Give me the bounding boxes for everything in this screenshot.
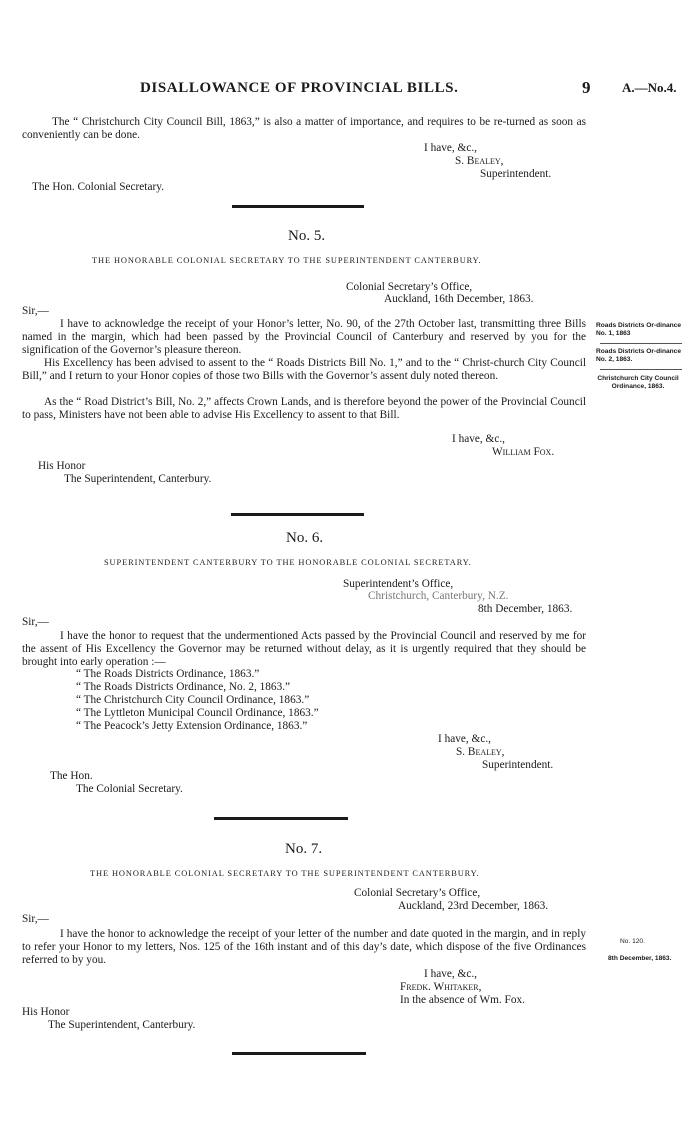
document-5-closing: I have, &c., — [452, 433, 506, 445]
act-list-item: “ The Peacock’s Jetty Extension Ordinance, 1863.” — [76, 720, 308, 732]
document-5-paragraph-3: As the “ Road District’s Bill, No. 2,” affects Crown Lands, and is therefore beyond the power of the Provincial Council to pass, Ministers have not been able to advise His Excellency to assent to that Bill. — [22, 396, 586, 421]
document-5-heading: THE HONORABLE COLONIAL SECRETARY TO THE SUPERINTENDENT CANTERBURY. — [92, 256, 482, 265]
act-list-item: “ The Roads Districts Ordinance, No. 2, 1863.” — [76, 681, 291, 693]
document-number-5: No. 5. — [288, 228, 326, 244]
document-6-addressee-1: The Hon. — [50, 770, 93, 782]
running-title: DISALLOWANCE OF PROVINCIAL BILLS. — [140, 80, 459, 96]
margin-note-roads-2: Roads Districts Or-dinance No. 2, 1863. — [596, 348, 682, 363]
margin-divider — [600, 343, 682, 344]
document-7-closing: I have, &c., — [424, 968, 478, 980]
section-divider — [232, 1052, 366, 1055]
margin-divider — [600, 369, 682, 370]
act-list-item: “ The Christchurch City Council Ordinance, 1863.” — [76, 694, 310, 706]
document-7-heading: THE HONORABLE COLONIAL SECRETARY TO THE SUPERINTENDENT CANTERBURY. — [90, 869, 480, 878]
document-5-addressee-2: The Superintendent, Canterbury. — [64, 473, 212, 485]
document-7-place-date: Auckland, 23rd December, 1863. — [398, 900, 549, 912]
document-7-signature-note: In the absence of Wm. Fox. — [400, 994, 525, 1006]
document-reference: A.—No.4. — [622, 80, 677, 95]
document-7-signature: Fredk. Whitaker, — [400, 981, 482, 993]
page-number: 9 — [582, 78, 591, 97]
document-5-paragraph-2: His Excellency has been advised to assent to the “ Roads Districts Bill No. 1,” and to the “ Christ-church City Council Bill,” and I return to your Honor copies of those two Bills with the Governor’s assent duly noted thereon. — [22, 357, 586, 382]
letter4-addressee: The Hon. Colonial Secretary. — [32, 181, 164, 193]
document-7-addressee-1: His Honor — [22, 1006, 70, 1018]
document-6-paragraph: I have the honor to request that the undermentioned Acts passed by the Provincial Council and reserved by me for the assent of His Excellency the Governor may be returned without delay, as it is urgently required that they should be brought into early operation :— — [22, 630, 586, 668]
document-6-place: Christchurch, Canterbury, N.Z. — [368, 590, 509, 602]
document-6-office: Superintendent’s Office, — [343, 578, 454, 590]
document-6-heading: SUPERINTENDENT CANTERBURY TO THE HONORABLE COLONIAL SECRETARY. — [104, 558, 472, 567]
document-number-6: No. 6. — [286, 530, 324, 546]
document-7-paragraph: I have the honor to acknowledge the receipt of your letter of the number and date quoted in the margin, and in reply to refer your Honor to my letters, Nos. 125 of the 16th instant and of this day’s date, which dispose of the five Ordinances referred to by you. — [22, 928, 586, 966]
document-7-office: Colonial Secretary’s Office, — [354, 887, 481, 899]
document-6-addressee-2: The Colonial Secretary. — [76, 783, 183, 795]
letter4-signature: S. Bealey, — [455, 155, 504, 167]
letter4-paragraph: The “ Christchurch City Council Bill, 1863,” is also a matter of importance, and requires to be re-turned as soon as conveniently can be done. — [22, 116, 586, 141]
act-list-item: “ The Roads Districts Ordinance, 1863.” — [76, 668, 260, 680]
document-7-salutation: Sir,— — [22, 913, 49, 925]
document-6-closing: I have, &c., — [438, 733, 492, 745]
document-5-signature: William Fox. — [492, 446, 555, 458]
margin-note-christchurch: Christchurch City Council Ordinance, 1863. — [597, 375, 679, 390]
margin-note-letter-number: No. 120. — [620, 938, 645, 945]
document-6-date: 8th December, 1863. — [478, 603, 573, 615]
document-number-7: No. 7. — [285, 841, 323, 857]
letter4-signer-title: Superintendent. — [480, 168, 552, 180]
letter4-closing: I have, &c., — [424, 142, 478, 154]
margin-note-roads-1: Roads Districts Or-dinance No. 1, 1863 — [596, 322, 682, 337]
document-6-salutation: Sir,— — [22, 616, 49, 628]
section-divider — [232, 205, 364, 208]
margin-note-letter-date: 8th December, 1863. — [608, 955, 672, 962]
document-5-place-date: Auckland, 16th December, 1863. — [384, 293, 534, 305]
document-7-addressee-2: The Superintendent, Canterbury. — [48, 1019, 196, 1031]
document-5-salutation: Sir,— — [22, 305, 49, 317]
document-6-signature: S. Bealey, — [456, 746, 505, 758]
document-5-office: Colonial Secretary’s Office, — [346, 281, 473, 293]
document-5-addressee-1: His Honor — [38, 460, 86, 472]
document-6-signer-title: Superintendent. — [482, 759, 554, 771]
document-5-paragraph-1: I have to acknowledge the receipt of your Honor’s letter, No. 90, of the 27th October last, transmitting three Bills named in the margin, which had been passed by the Provincial Council of Canterbury and reserved by you for the signification of the Governor’s pleasure thereon. — [22, 318, 586, 356]
section-divider — [231, 513, 364, 516]
section-divider — [214, 817, 348, 820]
act-list-item: “ The Lyttleton Municipal Council Ordinance, 1863.” — [76, 707, 319, 719]
